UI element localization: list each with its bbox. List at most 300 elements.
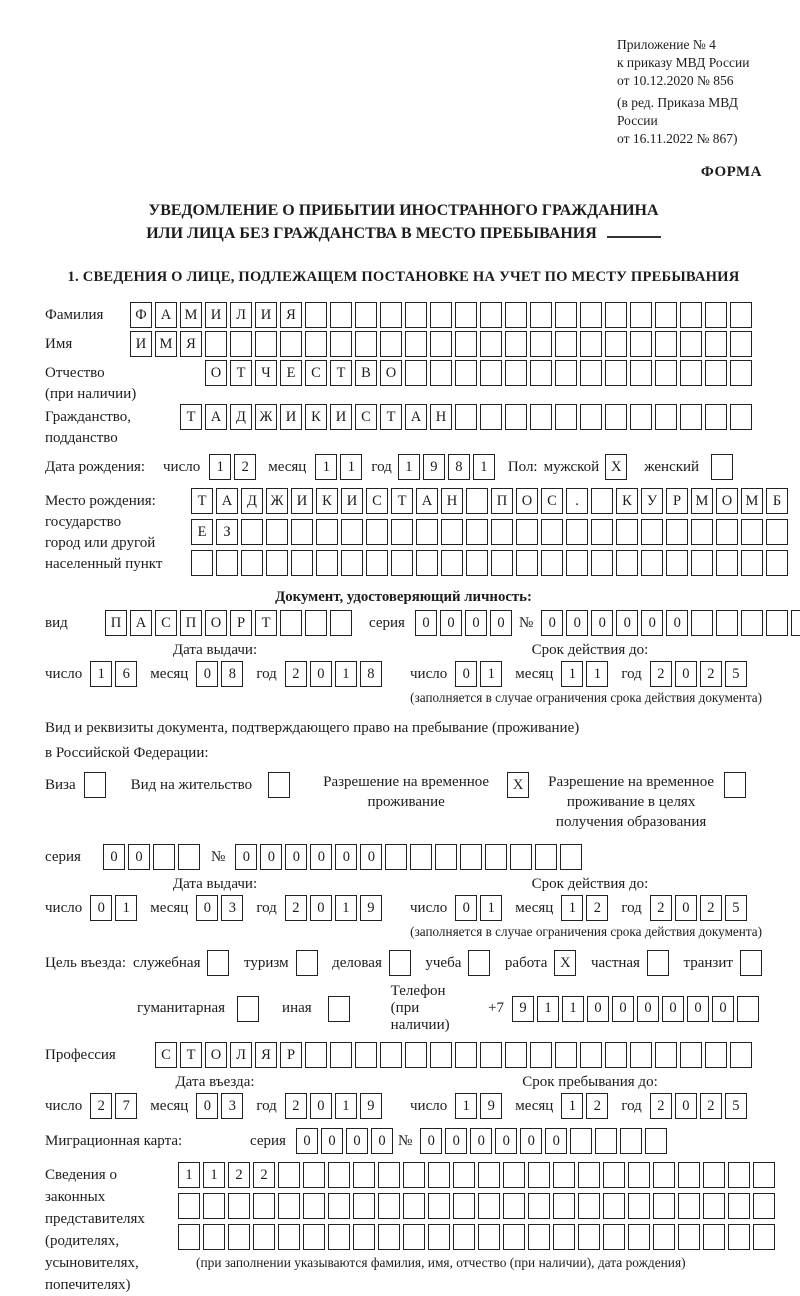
char-cell[interactable] [630, 404, 652, 430]
char-cell[interactable] [705, 1042, 727, 1068]
char-cell[interactable] [503, 1193, 525, 1219]
purpose-transit-checkbox[interactable] [740, 950, 762, 976]
char-cell[interactable] [730, 1042, 752, 1068]
char-cell[interactable] [485, 844, 507, 870]
char-cell[interactable]: 0 [490, 610, 512, 636]
char-cell[interactable] [753, 1193, 775, 1219]
char-cell[interactable]: 0 [675, 895, 697, 921]
char-cell[interactable] [628, 1193, 650, 1219]
char-cell[interactable] [380, 1042, 402, 1068]
char-cell[interactable]: 2 [228, 1162, 250, 1188]
char-cell[interactable] [153, 844, 175, 870]
char-cell[interactable]: Т [255, 610, 277, 636]
char-cell[interactable]: 2 [586, 895, 608, 921]
char-cell[interactable] [535, 844, 557, 870]
char-cell[interactable]: 0 [415, 610, 437, 636]
char-cell[interactable] [291, 519, 313, 545]
char-cell[interactable] [430, 331, 452, 357]
char-cell[interactable]: 2 [285, 895, 307, 921]
char-cell[interactable] [728, 1224, 750, 1250]
char-cell[interactable]: 9 [360, 895, 382, 921]
char-cell[interactable] [516, 519, 538, 545]
char-cell[interactable] [405, 1042, 427, 1068]
residence-permit-checkbox[interactable] [268, 772, 290, 798]
char-cell[interactable] [266, 550, 288, 576]
char-cell[interactable] [480, 404, 502, 430]
char-cell[interactable] [630, 331, 652, 357]
char-cell[interactable]: 2 [90, 1093, 112, 1119]
char-cell[interactable]: 0 [455, 895, 477, 921]
char-cell[interactable]: 1 [115, 895, 137, 921]
char-cell[interactable] [530, 404, 552, 430]
char-cell[interactable]: Т [191, 488, 213, 514]
char-cell[interactable]: 5 [725, 661, 747, 687]
char-cell[interactable] [453, 1224, 475, 1250]
char-cell[interactable]: 0 [371, 1128, 393, 1154]
char-cell[interactable]: И [291, 488, 313, 514]
char-cell[interactable] [591, 488, 613, 514]
char-cell[interactable] [730, 302, 752, 328]
char-cell[interactable]: Ф [130, 302, 152, 328]
char-cell[interactable] [316, 550, 338, 576]
char-cell[interactable] [628, 1224, 650, 1250]
char-cell[interactable] [728, 1193, 750, 1219]
char-cell[interactable]: 0 [637, 996, 659, 1022]
char-cell[interactable]: Р [666, 488, 688, 514]
char-cell[interactable]: Т [180, 404, 202, 430]
char-cell[interactable] [366, 550, 388, 576]
char-cell[interactable] [178, 1193, 200, 1219]
char-cell[interactable] [655, 331, 677, 357]
char-cell[interactable] [741, 550, 763, 576]
char-cell[interactable] [528, 1162, 550, 1188]
char-cell[interactable] [641, 519, 663, 545]
char-cell[interactable] [266, 519, 288, 545]
char-cell[interactable]: 1 [586, 661, 608, 687]
char-cell[interactable] [355, 331, 377, 357]
char-cell[interactable] [560, 844, 582, 870]
char-cell[interactable] [603, 1224, 625, 1250]
char-cell[interactable] [678, 1162, 700, 1188]
char-cell[interactable]: 9 [423, 454, 445, 480]
char-cell[interactable]: 0 [285, 844, 307, 870]
char-cell[interactable] [753, 1224, 775, 1250]
char-cell[interactable] [280, 331, 302, 357]
char-cell[interactable] [478, 1193, 500, 1219]
char-cell[interactable]: Д [241, 488, 263, 514]
purpose-study-checkbox[interactable] [468, 950, 490, 976]
char-cell[interactable] [580, 331, 602, 357]
char-cell[interactable]: 0 [90, 895, 112, 921]
char-cell[interactable] [491, 550, 513, 576]
char-cell[interactable]: 1 [203, 1162, 225, 1188]
char-cell[interactable] [330, 331, 352, 357]
char-cell[interactable] [678, 1193, 700, 1219]
char-cell[interactable]: Ч [255, 360, 277, 386]
char-cell[interactable] [480, 1042, 502, 1068]
char-cell[interactable]: О [516, 488, 538, 514]
char-cell[interactable] [178, 1224, 200, 1250]
char-cell[interactable] [680, 302, 702, 328]
char-cell[interactable] [680, 360, 702, 386]
char-cell[interactable]: 1 [315, 454, 337, 480]
char-cell[interactable] [630, 302, 652, 328]
char-cell[interactable] [528, 1193, 550, 1219]
char-cell[interactable]: Т [330, 360, 352, 386]
char-cell[interactable] [553, 1162, 575, 1188]
char-cell[interactable]: Е [191, 519, 213, 545]
char-cell[interactable] [241, 550, 263, 576]
char-cell[interactable]: 0 [440, 610, 462, 636]
char-cell[interactable] [555, 360, 577, 386]
char-cell[interactable] [305, 331, 327, 357]
char-cell[interactable] [628, 1162, 650, 1188]
char-cell[interactable] [455, 302, 477, 328]
char-cell[interactable]: 0 [335, 844, 357, 870]
char-cell[interactable]: 1 [561, 1093, 583, 1119]
char-cell[interactable]: М [155, 331, 177, 357]
char-cell[interactable] [703, 1162, 725, 1188]
char-cell[interactable]: 3 [221, 895, 243, 921]
char-cell[interactable]: А [155, 302, 177, 328]
char-cell[interactable] [303, 1224, 325, 1250]
char-cell[interactable] [580, 1042, 602, 1068]
char-cell[interactable]: 0 [196, 1093, 218, 1119]
char-cell[interactable] [435, 844, 457, 870]
char-cell[interactable] [203, 1193, 225, 1219]
char-cell[interactable]: 1 [178, 1162, 200, 1188]
char-cell[interactable]: 0 [445, 1128, 467, 1154]
char-cell[interactable]: 1 [335, 1093, 357, 1119]
char-cell[interactable]: И [330, 404, 352, 430]
char-cell[interactable]: Е [280, 360, 302, 386]
char-cell[interactable] [455, 331, 477, 357]
char-cell[interactable]: Ж [255, 404, 277, 430]
visa-checkbox[interactable] [84, 772, 106, 798]
char-cell[interactable]: 1 [480, 661, 502, 687]
char-cell[interactable]: 1 [398, 454, 420, 480]
char-cell[interactable] [391, 550, 413, 576]
char-cell[interactable] [566, 550, 588, 576]
char-cell[interactable] [405, 302, 427, 328]
char-cell[interactable] [328, 1224, 350, 1250]
char-cell[interactable] [303, 1193, 325, 1219]
char-cell[interactable] [480, 302, 502, 328]
char-cell[interactable]: 0 [520, 1128, 542, 1154]
char-cell[interactable]: 0 [662, 996, 684, 1022]
char-cell[interactable]: 0 [196, 895, 218, 921]
char-cell[interactable] [578, 1162, 600, 1188]
char-cell[interactable] [228, 1193, 250, 1219]
char-cell[interactable] [505, 331, 527, 357]
char-cell[interactable]: Б [766, 488, 788, 514]
char-cell[interactable]: А [130, 610, 152, 636]
char-cell[interactable]: 6 [115, 661, 137, 687]
char-cell[interactable] [505, 360, 527, 386]
char-cell[interactable] [316, 519, 338, 545]
char-cell[interactable] [378, 1224, 400, 1250]
char-cell[interactable] [478, 1162, 500, 1188]
purpose-business-checkbox[interactable] [389, 950, 411, 976]
char-cell[interactable]: Т [391, 488, 413, 514]
char-cell[interactable]: 0 [666, 610, 688, 636]
char-cell[interactable]: К [316, 488, 338, 514]
char-cell[interactable] [403, 1224, 425, 1250]
char-cell[interactable] [455, 404, 477, 430]
char-cell[interactable]: . [566, 488, 588, 514]
char-cell[interactable] [591, 550, 613, 576]
char-cell[interactable]: Л [230, 1042, 252, 1068]
char-cell[interactable] [530, 331, 552, 357]
char-cell[interactable] [460, 844, 482, 870]
char-cell[interactable]: 0 [675, 1093, 697, 1119]
char-cell[interactable] [716, 550, 738, 576]
char-cell[interactable]: 2 [285, 1093, 307, 1119]
purpose-humanitarian-checkbox[interactable] [237, 996, 259, 1022]
char-cell[interactable]: Н [430, 404, 452, 430]
char-cell[interactable] [291, 550, 313, 576]
char-cell[interactable]: 1 [537, 996, 559, 1022]
char-cell[interactable] [678, 1224, 700, 1250]
char-cell[interactable] [737, 996, 759, 1022]
char-cell[interactable] [405, 331, 427, 357]
char-cell[interactable] [505, 302, 527, 328]
char-cell[interactable] [553, 1193, 575, 1219]
char-cell[interactable] [641, 550, 663, 576]
char-cell[interactable] [578, 1224, 600, 1250]
char-cell[interactable] [653, 1224, 675, 1250]
char-cell[interactable] [178, 844, 200, 870]
char-cell[interactable]: 0 [495, 1128, 517, 1154]
char-cell[interactable]: Л [230, 302, 252, 328]
char-cell[interactable] [580, 360, 602, 386]
char-cell[interactable]: 0 [260, 844, 282, 870]
char-cell[interactable] [503, 1162, 525, 1188]
char-cell[interactable] [728, 1162, 750, 1188]
char-cell[interactable]: 9 [360, 1093, 382, 1119]
char-cell[interactable] [503, 1224, 525, 1250]
char-cell[interactable] [680, 1042, 702, 1068]
char-cell[interactable] [278, 1193, 300, 1219]
char-cell[interactable] [730, 331, 752, 357]
char-cell[interactable]: В [355, 360, 377, 386]
char-cell[interactable] [666, 519, 688, 545]
char-cell[interactable] [330, 1042, 352, 1068]
char-cell[interactable]: 1 [335, 895, 357, 921]
char-cell[interactable] [253, 1193, 275, 1219]
char-cell[interactable]: 9 [480, 1093, 502, 1119]
char-cell[interactable] [255, 331, 277, 357]
char-cell[interactable]: С [355, 404, 377, 430]
char-cell[interactable] [305, 1042, 327, 1068]
char-cell[interactable] [416, 519, 438, 545]
char-cell[interactable] [705, 331, 727, 357]
char-cell[interactable] [355, 302, 377, 328]
char-cell[interactable] [405, 360, 427, 386]
char-cell[interactable]: 0 [321, 1128, 343, 1154]
char-cell[interactable]: 0 [360, 844, 382, 870]
purpose-official-checkbox[interactable] [207, 950, 229, 976]
char-cell[interactable] [620, 1128, 642, 1154]
char-cell[interactable] [553, 1224, 575, 1250]
char-cell[interactable]: К [616, 488, 638, 514]
char-cell[interactable] [730, 404, 752, 430]
char-cell[interactable] [691, 550, 713, 576]
char-cell[interactable]: 1 [480, 895, 502, 921]
char-cell[interactable] [491, 519, 513, 545]
char-cell[interactable] [605, 360, 627, 386]
char-cell[interactable]: 1 [455, 1093, 477, 1119]
char-cell[interactable]: 0 [103, 844, 125, 870]
char-cell[interactable] [566, 519, 588, 545]
char-cell[interactable]: Р [280, 1042, 302, 1068]
char-cell[interactable]: О [205, 1042, 227, 1068]
char-cell[interactable] [616, 519, 638, 545]
char-cell[interactable]: О [205, 360, 227, 386]
char-cell[interactable] [505, 404, 527, 430]
char-cell[interactable]: 0 [470, 1128, 492, 1154]
char-cell[interactable]: 0 [541, 610, 563, 636]
char-cell[interactable] [605, 404, 627, 430]
char-cell[interactable]: 2 [700, 1093, 722, 1119]
char-cell[interactable] [655, 360, 677, 386]
char-cell[interactable]: М [180, 302, 202, 328]
char-cell[interactable]: 0 [675, 661, 697, 687]
purpose-private-checkbox[interactable] [647, 950, 669, 976]
char-cell[interactable] [580, 302, 602, 328]
char-cell[interactable] [453, 1193, 475, 1219]
char-cell[interactable]: 2 [586, 1093, 608, 1119]
char-cell[interactable]: 0 [566, 610, 588, 636]
purpose-other-checkbox[interactable] [328, 996, 350, 1022]
char-cell[interactable]: Р [230, 610, 252, 636]
char-cell[interactable] [228, 1224, 250, 1250]
char-cell[interactable]: 2 [253, 1162, 275, 1188]
char-cell[interactable] [428, 1193, 450, 1219]
char-cell[interactable] [655, 302, 677, 328]
char-cell[interactable] [466, 519, 488, 545]
char-cell[interactable]: 0 [310, 1093, 332, 1119]
char-cell[interactable] [328, 1193, 350, 1219]
char-cell[interactable]: 0 [587, 996, 609, 1022]
char-cell[interactable]: 0 [310, 661, 332, 687]
char-cell[interactable]: 5 [725, 895, 747, 921]
char-cell[interactable]: И [255, 302, 277, 328]
char-cell[interactable] [428, 1224, 450, 1250]
char-cell[interactable]: 0 [310, 895, 332, 921]
char-cell[interactable] [241, 519, 263, 545]
char-cell[interactable] [528, 1224, 550, 1250]
char-cell[interactable]: 0 [712, 996, 734, 1022]
char-cell[interactable]: П [180, 610, 202, 636]
char-cell[interactable]: 2 [285, 661, 307, 687]
char-cell[interactable]: 0 [687, 996, 709, 1022]
char-cell[interactable] [305, 302, 327, 328]
char-cell[interactable] [191, 550, 213, 576]
char-cell[interactable]: Т [380, 404, 402, 430]
char-cell[interactable] [391, 519, 413, 545]
char-cell[interactable]: С [366, 488, 388, 514]
char-cell[interactable] [278, 1224, 300, 1250]
char-cell[interactable] [595, 1128, 617, 1154]
char-cell[interactable] [730, 360, 752, 386]
char-cell[interactable] [703, 1193, 725, 1219]
char-cell[interactable]: О [380, 360, 402, 386]
char-cell[interactable] [380, 331, 402, 357]
char-cell[interactable]: Ж [266, 488, 288, 514]
char-cell[interactable] [691, 610, 713, 636]
char-cell[interactable] [253, 1224, 275, 1250]
char-cell[interactable] [570, 1128, 592, 1154]
char-cell[interactable]: П [105, 610, 127, 636]
char-cell[interactable]: У [641, 488, 663, 514]
char-cell[interactable] [441, 519, 463, 545]
char-cell[interactable] [505, 1042, 527, 1068]
char-cell[interactable] [791, 610, 800, 636]
char-cell[interactable]: М [741, 488, 763, 514]
char-cell[interactable] [530, 1042, 552, 1068]
char-cell[interactable] [330, 610, 352, 636]
char-cell[interactable] [455, 360, 477, 386]
char-cell[interactable] [305, 610, 327, 636]
char-cell[interactable] [380, 302, 402, 328]
purpose-work-checkbox[interactable]: X [554, 950, 576, 976]
char-cell[interactable] [555, 331, 577, 357]
char-cell[interactable]: 7 [115, 1093, 137, 1119]
char-cell[interactable] [378, 1193, 400, 1219]
char-cell[interactable] [753, 1162, 775, 1188]
char-cell[interactable] [530, 302, 552, 328]
char-cell[interactable]: Н [441, 488, 463, 514]
char-cell[interactable] [703, 1224, 725, 1250]
char-cell[interactable]: П [491, 488, 513, 514]
char-cell[interactable] [478, 1224, 500, 1250]
char-cell[interactable]: 0 [128, 844, 150, 870]
temp-residence-education-checkbox[interactable] [724, 772, 746, 798]
char-cell[interactable] [530, 360, 552, 386]
char-cell[interactable] [680, 331, 702, 357]
char-cell[interactable]: 0 [545, 1128, 567, 1154]
char-cell[interactable] [603, 1162, 625, 1188]
char-cell[interactable]: 2 [650, 1093, 672, 1119]
char-cell[interactable]: 8 [448, 454, 470, 480]
char-cell[interactable] [716, 519, 738, 545]
char-cell[interactable] [555, 404, 577, 430]
char-cell[interactable] [480, 331, 502, 357]
char-cell[interactable] [555, 1042, 577, 1068]
char-cell[interactable]: 0 [591, 610, 613, 636]
char-cell[interactable]: Я [180, 331, 202, 357]
char-cell[interactable]: 0 [616, 610, 638, 636]
char-cell[interactable] [455, 1042, 477, 1068]
char-cell[interactable] [353, 1193, 375, 1219]
char-cell[interactable]: 2 [234, 454, 256, 480]
char-cell[interactable]: 0 [310, 844, 332, 870]
char-cell[interactable] [353, 1224, 375, 1250]
char-cell[interactable] [605, 331, 627, 357]
char-cell[interactable] [605, 302, 627, 328]
char-cell[interactable] [578, 1193, 600, 1219]
char-cell[interactable] [591, 519, 613, 545]
char-cell[interactable]: А [216, 488, 238, 514]
char-cell[interactable]: 0 [465, 610, 487, 636]
char-cell[interactable]: 1 [340, 454, 362, 480]
char-cell[interactable] [278, 1162, 300, 1188]
char-cell[interactable] [441, 550, 463, 576]
char-cell[interactable] [630, 1042, 652, 1068]
char-cell[interactable]: 2 [650, 661, 672, 687]
char-cell[interactable]: 8 [360, 661, 382, 687]
